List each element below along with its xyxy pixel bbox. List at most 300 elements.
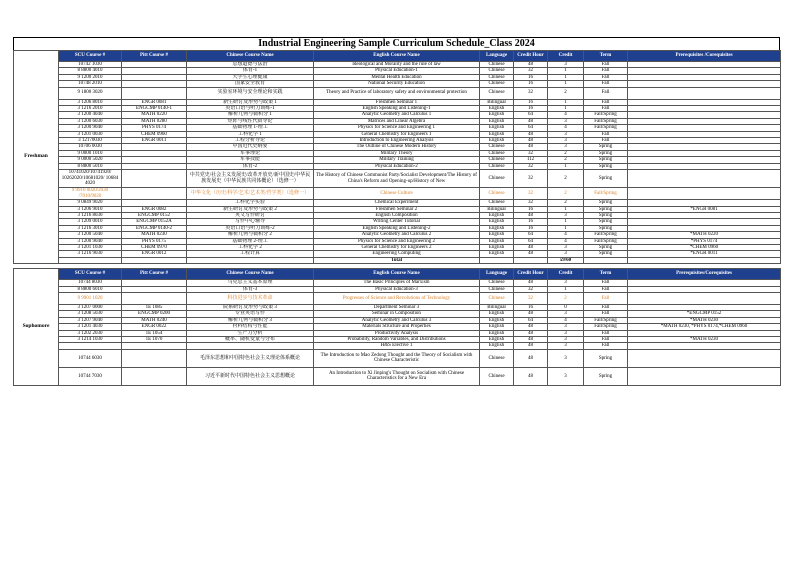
language-cell: Chinese <box>480 200 514 206</box>
credit-hour-cell: 48 <box>514 62 548 68</box>
language-cell: Chinese <box>480 349 514 367</box>
pitt-course-cell <box>122 349 187 367</box>
credit-hour-cell: 48 <box>514 343 548 349</box>
table-row <box>14 349 781 367</box>
pitt-course-cell <box>122 87 187 99</box>
scu-course-cell: 9 0849 9020 <box>59 200 122 206</box>
credit-hour-cell: 48 <box>514 138 548 144</box>
chinese-name-cell: 中共党史/社会主义发展史/改革开放史/新中国史/中华民族发展史（中华民族共同体概论）（选修一） <box>187 170 314 188</box>
column-header: Pitt Course # <box>122 51 187 62</box>
english-name-cell: H&S Elective 1 <box>314 343 480 349</box>
column-header: SCU Course # <box>59 51 122 62</box>
prerequisite-cell <box>628 292 781 304</box>
language-cell: English <box>480 125 514 131</box>
sheet-title: Industrial Engineering Sample Curriculum Schedule_Class 2024 <box>13 37 780 50</box>
scu-course-cell: 3 1209 0010 <box>59 219 122 225</box>
credit-hour-cell: 32 <box>514 292 548 304</box>
language-cell: Chinese <box>480 157 514 163</box>
term-cell: Spring <box>584 144 628 150</box>
pitt-course-cell: ENGR 0081 <box>122 99 187 105</box>
prerequisite-cell <box>628 87 781 99</box>
pitt-course-cell: ENGCMP 0152A <box>122 219 187 225</box>
english-name-cell: English Speaking and Listening-2 <box>314 225 480 231</box>
language-cell: English <box>480 324 514 330</box>
scu-course-cell: 10744 8030 <box>59 280 122 286</box>
term-cell: Fall <box>584 87 628 99</box>
chinese-name-cell: 矩阵与线性代数导论 <box>187 118 314 124</box>
chinese-name-cell: 工科化学 2 <box>187 244 314 250</box>
credit-hour-cell: 112 <box>514 157 548 163</box>
english-name-cell: Seminar in Composition <box>314 311 480 317</box>
pitt-course-cell: CHEM 0970 <box>122 244 187 250</box>
language-cell: Chinese <box>480 68 514 74</box>
language-cell: English <box>480 232 514 238</box>
pitt-course-cell: ENGR 0011 <box>122 138 187 144</box>
pitt-course-cell: ENGCMP 0152 <box>122 212 187 218</box>
term-cell: Fall <box>584 131 628 137</box>
chinese-name-cell: 英语口语与听力训练-1 <box>187 106 314 112</box>
credit-hour-cell: 16 <box>514 74 548 80</box>
credit-cell: 4 <box>548 232 584 238</box>
credit-hour-cell: 16 <box>514 219 548 225</box>
chinese-name-cell: 新生研讨及形势与政策 1 <box>187 99 314 105</box>
term-cell: Fall <box>584 292 628 304</box>
language-cell: English <box>480 251 514 257</box>
credit-cell: 3 <box>548 311 584 317</box>
term-cell: Fall/Spring <box>584 118 628 124</box>
credit-hour-cell: 48 <box>514 131 548 137</box>
prerequisite-cell <box>628 367 781 385</box>
chinese-name-cell: 科技进步与技术革命 <box>187 292 314 304</box>
scu-course-cell: 8 8800 6010 <box>59 286 122 292</box>
curriculum-sheet <box>13 37 780 386</box>
language-cell: Chinese <box>480 144 514 150</box>
chinese-name-cell: 英文写作研讨 <box>187 212 314 218</box>
pitt-course-cell: CHEM 0960 <box>122 131 187 137</box>
scu-course-cell: 8 8800 5010 <box>59 163 122 169</box>
column-header: English Course Name <box>314 269 480 280</box>
credit-hour-cell: 16 <box>514 99 548 105</box>
term-cell: Fall/Spring <box>584 324 628 330</box>
credit-hour-cell: 32 <box>514 87 548 99</box>
english-name-cell: The Outline of Chinese Modern History <box>314 144 480 150</box>
chinese-name-cell: 院系研讨及形势与政策 3 <box>187 304 314 310</box>
scu-course-cell: 9 9910 0020/2030 /7010/9020 <box>59 188 122 200</box>
english-name-cell: Analytic Geometry and Calculus 3 <box>314 317 480 323</box>
chinese-name-cell: 中国近代史纲要 <box>187 144 314 150</box>
credit-cell: 4 <box>548 112 584 118</box>
term-cell: Fall/Spring <box>584 125 628 131</box>
english-name-cell: Physical Education-2 <box>314 163 480 169</box>
chinese-name-cell: 基础物理 1-理工 <box>187 125 314 131</box>
english-name-cell: Theory and Practice of laboratory safety and environmental protection <box>314 87 480 99</box>
chinese-name-cell: 工程计算 <box>187 251 314 257</box>
credit-cell: 3 <box>548 144 584 150</box>
table-row <box>14 188 781 200</box>
language-cell: English <box>480 225 514 231</box>
scu-course-cell: 9 0000 5020 <box>59 157 122 163</box>
year-label: Freshman <box>14 51 59 264</box>
credit-cell: 1 <box>548 99 584 105</box>
header-row <box>14 51 781 62</box>
credit-hour-cell: 48 <box>514 311 548 317</box>
scu-course-cell: 3 1216 8030 <box>59 212 122 218</box>
term-cell: Fall/Spring <box>584 238 628 244</box>
language-cell: English <box>480 343 514 349</box>
english-name-cell: Analytic Geometry and Calculus 2 <box>314 232 480 238</box>
language-cell: Chinese <box>480 280 514 286</box>
credit-cell: 1 <box>548 286 584 292</box>
term-cell: Fall <box>584 99 628 105</box>
language-cell: English <box>480 112 514 118</box>
scu-course-cell: 3 1201 1030 <box>59 244 122 250</box>
language-cell: Chinese <box>480 87 514 99</box>
column-header: Prerequisites/Corequisites <box>628 269 781 280</box>
english-name-cell: Chinese Culture <box>314 188 480 200</box>
credit-cell: 3 <box>548 367 584 385</box>
language-cell: English <box>480 311 514 317</box>
prerequisite-cell <box>628 349 781 367</box>
credit-hour-cell: 48 <box>514 367 548 385</box>
credit-cell: 2 <box>548 200 584 206</box>
scu-course-cell: 3 1202 2030 <box>59 330 122 336</box>
credit-cell: 3 <box>548 212 584 218</box>
language-cell: English <box>480 330 514 336</box>
column-header: Language <box>480 269 514 280</box>
credit-cell: 1 <box>548 74 584 80</box>
pitt-course-cell: MATH 0240 <box>122 317 187 323</box>
column-header: Language <box>480 51 514 62</box>
english-name-cell: The History of Chinese Communist Party/Socialist Development/The History of China's Reform and Opening-up/History of New <box>314 170 480 188</box>
term-cell: Fall <box>584 81 628 87</box>
term-cell: Fall <box>584 330 628 336</box>
credit-hour-cell: 32 <box>514 68 548 74</box>
prerequisite-cell: *ENGR 0011 <box>628 251 781 257</box>
pitt-course-cell <box>122 188 187 200</box>
credit-hour-cell: 48 <box>514 244 548 250</box>
scu-course-cell: 9 1800 3020 <box>59 87 122 99</box>
prerequisite-cell: *MATH 0230 <box>628 317 781 323</box>
credit-hour-cell: 48 <box>514 280 548 286</box>
chinese-name-cell: 马克思主义基本原理 <box>187 280 314 286</box>
english-name-cell: Chemical Experiment <box>314 200 480 206</box>
english-name-cell: Mental Health Education <box>314 74 480 80</box>
chinese-name-cell: 新生研讨及形势与政策 2 <box>187 206 314 212</box>
chinese-name-cell: 材料结构与性能 <box>187 324 314 330</box>
credit-hour-cell: 16 <box>514 106 548 112</box>
term-cell: Spring <box>584 157 628 163</box>
english-name-cell: English Composition <box>314 212 480 218</box>
credit-cell: 4 <box>548 125 584 131</box>
column-header: Chinese Course Name <box>187 51 314 62</box>
pitt-course-cell: 1E 1070 <box>122 337 187 343</box>
credit-hour-cell: 16 <box>514 206 548 212</box>
credit-cell: 3 <box>548 330 584 336</box>
credit-hour-cell: 48 <box>514 330 548 336</box>
term-cell: Spring <box>584 219 628 225</box>
column-header: Chinese Course Name <box>187 269 314 280</box>
credit-cell: 1 <box>548 106 584 112</box>
column-header: Credit <box>548 269 584 280</box>
credit-cell: 3 <box>548 280 584 286</box>
chinese-name-cell: 大学生心理健康 <box>187 74 314 80</box>
language-cell: Bilingual <box>480 206 514 212</box>
credit-cell: 2 <box>548 170 584 188</box>
scu-course-cell: 10744 6030 <box>59 349 122 367</box>
chinese-name-cell: 体育-1 <box>187 68 314 74</box>
scu-course-cell: 3 1216 2010 <box>59 106 122 112</box>
scu-course-cell: 3 1200 9040 <box>59 125 122 131</box>
language-cell: Chinese <box>480 150 514 156</box>
scu-course-cell: 3 1214 1030 <box>59 337 122 343</box>
language-cell: English <box>480 238 514 244</box>
language-cell: Chinese <box>480 62 514 68</box>
chinese-name-cell: 习近平新时代中国特色社会主义思想概论 <box>187 367 314 385</box>
scu-course-cell: 10742 1030 <box>59 62 122 68</box>
credit-cell: 2 <box>548 292 584 304</box>
scu-course-cell: 3 1216 9030 <box>59 251 122 257</box>
chinese-name-cell: 军事理论 <box>187 150 314 156</box>
credit-cell: 3 <box>548 62 584 68</box>
credit-cell: 2 <box>548 150 584 156</box>
credit-hour-cell: 32 <box>514 150 548 156</box>
prerequisite-cell: *ENGCMP 0152 <box>628 311 781 317</box>
english-name-cell: General Chemistry for Engineers 2 <box>314 244 480 250</box>
english-name-cell: Physics for Science and Engineering 2 <box>314 238 480 244</box>
credit-cell: 3 <box>548 343 584 349</box>
chinese-name-cell: 生产力分析 <box>187 330 314 336</box>
chinese-name-cell: 解析几何与微积分 1 <box>187 112 314 118</box>
chinese-name-cell: 概率、随机变量与分布 <box>187 337 314 343</box>
english-name-cell: The Basic Principles of Marxism <box>314 280 480 286</box>
english-name-cell: Materials Structure and Properties <box>314 324 480 330</box>
scu-course-cell: 3 1200 6030 <box>59 118 122 124</box>
language-cell: English <box>480 212 514 218</box>
credit-cell: 1 <box>548 225 584 231</box>
scu-course-cell: 3 1206 8010 <box>59 99 122 105</box>
language-cell: English <box>480 118 514 124</box>
language-cell: English <box>480 317 514 323</box>
credit-cell: 1 <box>548 68 584 74</box>
term-cell: Fall <box>584 62 628 68</box>
english-name-cell: Physics for Science and Engineering 1 <box>314 125 480 131</box>
english-name-cell: National Security Education <box>314 81 480 87</box>
term-cell: Spring <box>584 170 628 188</box>
credit-hour-cell: 48 <box>514 324 548 330</box>
chinese-name-cell: 思想道德与法治 <box>187 62 314 68</box>
pitt-course-cell <box>122 367 187 385</box>
chinese-name-cell: 国家安全教育 <box>187 81 314 87</box>
scu-course-cell: 3 1201 4030 <box>59 324 122 330</box>
credit-cell: 3 <box>548 118 584 124</box>
credit-cell: 3 <box>548 324 584 330</box>
credit-cell: 0 <box>548 304 584 310</box>
english-name-cell: Department Seminar 3 <box>314 304 480 310</box>
language-cell: Chinese <box>480 163 514 169</box>
prerequisite-cell <box>628 188 781 200</box>
credit-cell: 2 <box>548 157 584 163</box>
scu-course-cell: 3 1207 9040 <box>59 317 122 323</box>
pitt-course-cell: 1E 1085 <box>122 304 187 310</box>
credit-hour-cell: 48 <box>514 251 548 257</box>
term-cell: Spring <box>584 244 628 250</box>
credit-hour-cell: 64 <box>514 112 548 118</box>
pitt-course-cell: ENGR 0022 <box>122 324 187 330</box>
term-cell: Spring <box>584 225 628 231</box>
chinese-name-cell: 工科化学实验 <box>187 200 314 206</box>
curriculum-table <box>13 50 781 386</box>
pitt-course-cell: MATH 0280 <box>122 118 187 124</box>
credit-hour-cell: 48 <box>514 212 548 218</box>
english-name-cell: Writing Center Tutorial <box>314 219 480 225</box>
column-header: English Course Name <box>314 51 480 62</box>
chinese-name-cell: 解析几何与微积分 2 <box>187 232 314 238</box>
pitt-course-cell: ENGR 0012 <box>122 251 187 257</box>
language-cell: Chinese <box>480 81 514 87</box>
table-row <box>14 170 781 188</box>
term-cell: Fall <box>584 304 628 310</box>
credit-cell: 3 <box>548 251 584 257</box>
scu-course-cell: 3 1200 9040 <box>59 238 122 244</box>
table-row <box>14 367 781 385</box>
language-cell: English <box>480 106 514 112</box>
pitt-course-cell: ENGCMP 0140-2 <box>122 225 187 231</box>
scu-course-cell: 3 1200 4040 <box>59 112 122 118</box>
chinese-name-cell: 写作中心辅导 <box>187 219 314 225</box>
language-cell: Bilingual <box>480 304 514 310</box>
credit-hour-cell: 64 <box>514 317 548 323</box>
chinese-name-cell: 基础物理 2-理工 <box>187 238 314 244</box>
term-cell: Fall/Spring <box>584 188 628 200</box>
english-name-cell: Matrices and Linear Algebra <box>314 118 480 124</box>
language-cell: Chinese <box>480 286 514 292</box>
prerequisite-cell: *CHEM 0960 <box>628 244 781 250</box>
language-cell: Chinese <box>480 170 514 188</box>
chinese-name-cell: 工程分析导论 <box>187 138 314 144</box>
term-cell: Fall <box>584 280 628 286</box>
english-name-cell: English Speaking and Listening-1 <box>314 106 480 112</box>
year-label: Sophomore <box>14 269 59 386</box>
english-name-cell: Military Training <box>314 157 480 163</box>
prerequisite-cell: *MATH 0230 <box>628 337 781 343</box>
prerequisite-cell: *MATH 0230, *PHYS 0174,*CHEM 0960 <box>628 324 781 330</box>
english-name-cell: Analytic Geometry and Calculus 1 <box>314 112 480 118</box>
english-name-cell: Freshmen Seminar 2 <box>314 206 480 212</box>
credit-hour-cell: 48 <box>514 349 548 367</box>
prerequisite-cell: *ENGR 0081 <box>628 206 781 212</box>
term-cell: Spring <box>584 206 628 212</box>
column-header: Term <box>584 269 628 280</box>
chinese-name-cell: 体育-3 <box>187 286 314 292</box>
chinese-name-cell: 毛泽东思想和中国特色社会主义理论体系概论 <box>187 349 314 367</box>
pitt-course-cell <box>122 170 187 188</box>
pitt-course-cell: MATH 0230 <box>122 232 187 238</box>
english-name-cell: Productivity Analysis <box>314 330 480 336</box>
column-header: Credit Hour <box>514 269 548 280</box>
chinese-name-cell: 军事技能 <box>187 157 314 163</box>
term-cell: Spring <box>584 163 628 169</box>
credit-hour-cell: 32 <box>514 200 548 206</box>
language-cell: Chinese <box>480 292 514 304</box>
column-header: Term <box>584 51 628 62</box>
scu-course-cell: 10741020/10741920/ 10262020/10681020/ 10684 4020 <box>59 170 122 188</box>
prerequisite-cell <box>628 170 781 188</box>
pitt-course-cell: ENGR 0082 <box>122 206 187 212</box>
scu-course-cell: 9 0000 1010 <box>59 150 122 156</box>
language-cell: Chinese <box>480 188 514 200</box>
credit-hour-cell: 48 <box>514 337 548 343</box>
credit-cell: 2 <box>548 87 584 99</box>
credit-cell: 2 <box>548 188 584 200</box>
scu-course-cell: 8 8800 4010 <box>59 68 122 74</box>
scu-course-cell: 3 12170030 <box>59 138 122 144</box>
header-row <box>14 269 781 280</box>
pitt-course-cell: ENGCMP 0200 <box>122 311 187 317</box>
scu-course-cell: 9 9901 1020 <box>59 292 122 304</box>
scu-course-cell: 3 1207 0000 <box>59 304 122 310</box>
english-name-cell: Ideological and Morality and the rule of law <box>314 62 480 68</box>
chinese-name-cell: 英语口语与听力训练-2 <box>187 225 314 231</box>
term-cell: Fall <box>584 286 628 292</box>
english-name-cell: Physical Education-1 <box>314 68 480 74</box>
term-cell: Fall/Spring <box>584 317 628 323</box>
credit-cell: 1 <box>548 81 584 87</box>
credit-cell: 4 <box>548 317 584 323</box>
chinese-name-cell: 中华文化（历史/科学/艺术/艺术类/哲学类）（选修一） <box>187 188 314 200</box>
pitt-course-cell: ENGCMP 0140-1 <box>122 106 187 112</box>
pitt-course-cell: PHYS 0174 <box>122 125 187 131</box>
chinese-name-cell: 实验室环境与安全理论和实践 <box>187 87 314 99</box>
term-cell: Spring <box>584 349 628 367</box>
credit-hour-cell: 32 <box>514 163 548 169</box>
credit-cell: 1 <box>548 206 584 212</box>
column-header: Pitt Course # <box>122 269 187 280</box>
credit-cell: 4 <box>548 238 584 244</box>
credit-hour-cell: 16 <box>514 225 548 231</box>
pitt-course-cell <box>122 292 187 304</box>
credit-hour-cell: 16 <box>514 81 548 87</box>
english-name-cell: Probability, Random Variables, and Distributions <box>314 337 480 343</box>
scu-course-cell: 3 1200 5040 <box>59 232 122 238</box>
english-name-cell: Introduction to Engineering Analysis <box>314 138 480 144</box>
term-cell: Spring <box>584 200 628 206</box>
language-cell: Chinese <box>480 367 514 385</box>
language-cell: English <box>480 138 514 144</box>
column-header: Credit <box>548 51 584 62</box>
term-cell: Fall/Spring <box>584 232 628 238</box>
scu-course-cell: 3 1208 5030 <box>59 311 122 317</box>
chinese-name-cell: 体育-2 <box>187 163 314 169</box>
english-name-cell: Physical Education-3 <box>314 286 480 292</box>
pitt-course-cell: 1E 1054 <box>122 330 187 336</box>
pitt-course-cell: MATH 0220 <box>122 112 187 118</box>
total-label: Total <box>314 257 480 263</box>
credit-cell: 3 <box>548 131 584 137</box>
language-cell: English <box>480 337 514 343</box>
term-cell: Spring <box>584 251 628 257</box>
credit-hour-cell: 64 <box>514 125 548 131</box>
credit-hour-cell: 32 <box>514 188 548 200</box>
column-header: SCU Course # <box>59 269 122 280</box>
credit-cell: 1 <box>548 219 584 225</box>
table-row <box>14 292 781 304</box>
credit-hour-cell: 64 <box>514 238 548 244</box>
scu-course-cell: 10706 0030 <box>59 144 122 150</box>
prerequisite-cell: *MATH 0220 <box>628 232 781 238</box>
scu-course-cell: 3 1206 9010 <box>59 206 122 212</box>
term-cell: Fall <box>584 343 628 349</box>
term-cell: Fall <box>584 311 628 317</box>
